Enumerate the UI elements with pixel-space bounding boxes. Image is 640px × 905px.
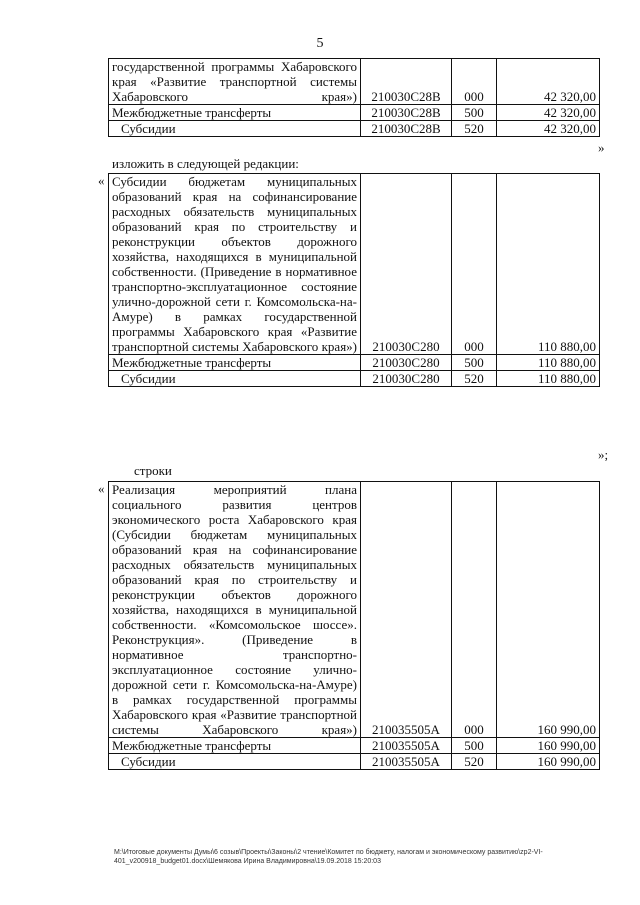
row-group: 520 bbox=[452, 371, 497, 387]
row-group: 500 bbox=[452, 355, 497, 371]
page-number: 5 bbox=[316, 36, 324, 51]
row-sum: 42 320,00 bbox=[497, 121, 600, 137]
table-row bbox=[109, 738, 600, 754]
table-3 bbox=[108, 481, 600, 770]
row-name: Субсидии bbox=[109, 371, 361, 387]
row-sum: 160 990,00 bbox=[497, 754, 600, 770]
row-group: 000 bbox=[452, 59, 497, 105]
table-row bbox=[109, 121, 600, 137]
row-name: государственной программы Хабаровского края «Развитие транспортной системы Хабаровского края») bbox=[109, 59, 361, 105]
row-name: Субсидии bbox=[109, 754, 361, 770]
row-name: Субсидии бюджетам муниципальных образований края на софинансирование расходных обязательств муниципальных образований края по строительству и реконструкции объектов дорожного хозяйства, находящихся в муниципальной собственности. (Приведение в нормативное транспортно-эксплуатационное состояние улично-дорожной сети г. Комсомольска-на-Амуре) в рамках государственной программы Хабаровского края «Развитие транспортной системы Хабаровского края») bbox=[109, 174, 361, 355]
table-row bbox=[109, 482, 600, 738]
row-code: 210035505А bbox=[361, 738, 452, 754]
row-sum: 110 880,00 bbox=[497, 371, 600, 387]
row-sum: 110 880,00 bbox=[497, 174, 600, 355]
file-path-footer: M:\Итоговые документы Думы\6 созыв\Проекты\Законы\2 чтение\Комитет по бюджету, налогам и экономическому развитию\zp2-VI-401_v200918_budget01.docx\Шемякова Ирина Владимировна\19.09.2018 15:20:03 bbox=[114, 849, 543, 865]
row-code: 210030С280 bbox=[361, 371, 452, 387]
open-quote-3: « bbox=[98, 481, 105, 496]
row-code: 210030С28В bbox=[361, 121, 452, 137]
row-sum: 42 320,00 bbox=[497, 59, 600, 105]
row-group: 500 bbox=[452, 738, 497, 754]
row-code: 210035505А bbox=[361, 482, 452, 738]
row-code: 210030С28В bbox=[361, 105, 452, 121]
row-name: Межбюджетные трансферты bbox=[109, 105, 361, 121]
instruction-text-2: строки bbox=[134, 463, 172, 478]
row-group: 520 bbox=[452, 754, 497, 770]
table-row bbox=[109, 105, 600, 121]
open-quote-2: « bbox=[98, 173, 105, 188]
row-code: 210030С280 bbox=[361, 174, 452, 355]
row-sum: 110 880,00 bbox=[497, 355, 600, 371]
row-sum: 160 990,00 bbox=[497, 738, 600, 754]
row-code: 210030С280 bbox=[361, 355, 452, 371]
row-group: 000 bbox=[452, 482, 497, 738]
row-group: 000 bbox=[452, 174, 497, 355]
instruction-text-1: изложить в следующей редакции: bbox=[112, 156, 299, 171]
row-code: 210035505А bbox=[361, 754, 452, 770]
row-name: Реализация мероприятий плана социального развития центров экономического роста Хабаровского края (Субсидии бюджетам муниципальных образований края на софинансирование расходных обязательств муниципальных образований края по строительству и реконструкции объектов дорожного хозяйства, находящихся в муниципальной собственности. «Комсомольское шоссе». Реконструкция». (Приведение в нормативное транспортно-эксплуатационное состояние улично-дорожной сети г. Комсомольска-на-Амуре) в рамках государственной программы Хабаровского края «Развитие транспортной системы Хабаровского края») bbox=[109, 482, 361, 738]
close-quote-1: » bbox=[598, 140, 605, 155]
row-sum: 42 320,00 bbox=[497, 105, 600, 121]
table-row bbox=[109, 371, 600, 387]
row-group: 500 bbox=[452, 105, 497, 121]
row-code: 210030С28В bbox=[361, 59, 452, 105]
table-row bbox=[109, 754, 600, 770]
row-name: Межбюджетные трансферты bbox=[109, 738, 361, 754]
table-1 bbox=[108, 58, 600, 137]
row-sum: 160 990,00 bbox=[497, 482, 600, 738]
table-row bbox=[109, 174, 600, 355]
close-quote-2: »; bbox=[598, 447, 609, 462]
table-2 bbox=[108, 173, 600, 387]
row-name: Субсидии bbox=[109, 121, 361, 137]
table-row bbox=[109, 59, 600, 105]
row-name: Межбюджетные трансферты bbox=[109, 355, 361, 371]
row-group: 520 bbox=[452, 121, 497, 137]
table-row bbox=[109, 355, 600, 371]
